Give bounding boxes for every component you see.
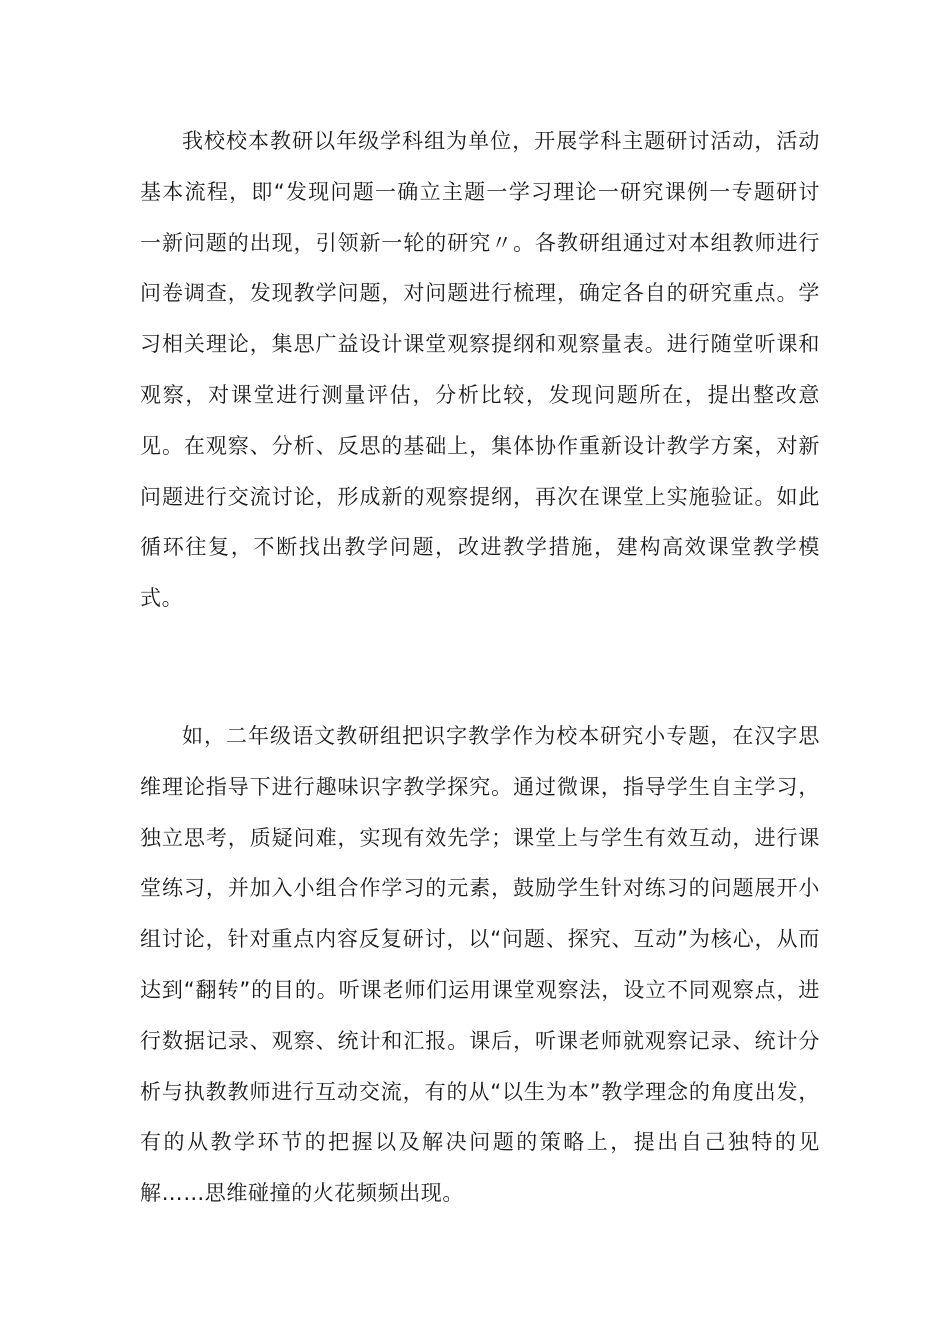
body-paragraph-2: 如，二年级语文教研组把识字教学作为校本研究小专题，在汉字思维理论指导下进行趣味识字教学探究。通过微课，指导学生自主学习，独立思考，质疑问难，实现有效先学；课堂上与学生有效互动，进行课堂练习，并加入小组合作学习的元素，鼓励学生针对练习的问题展开小组讨论，针对重点内容反复研讨，以“问题、探究、互动”为核心，从而达到“翻转”的目的。听课老师们运用课堂观察法，设立不同观察点，进行数据记录、观察、统计和汇报。课后，听课老师就观察记录、统计分析与执教教师进行互动交流，有的从“以生为本”教学理念的角度出发，有的从教学环节的把握以及解决问题的策略上，提出自己独特的见解……思维碰撞的火花频频出现。 (140, 724, 820, 1206)
body-paragraph-1: 我校校本教研以年级学科组为单位，开展学科主题研讨活动，活动基本流程，即“发现问题一确立主题一学习理论一研究课例一专题研讨一新问题的出现，引领新一轮的研究〃。各教研组通过对本组教师进行问卷调查，发现教学问题，对问题进行梳理，确定各自的研究重点。学习相关理论，集思广益设计课堂观察提纲和观察量表。进行随堂听课和观察，对课堂进行测量评估，分析比较，发现问题所在，提出整改意见。在观察、分析、反思的基础上，集体协作重新设计教学方案，对新问题进行交流讨论，形成新的观察提纲，再次在课堂上实施验证。如此循环往复，不断找出教学问题，改进教学措施，建构高效课堂教学模式。 (140, 129, 820, 611)
